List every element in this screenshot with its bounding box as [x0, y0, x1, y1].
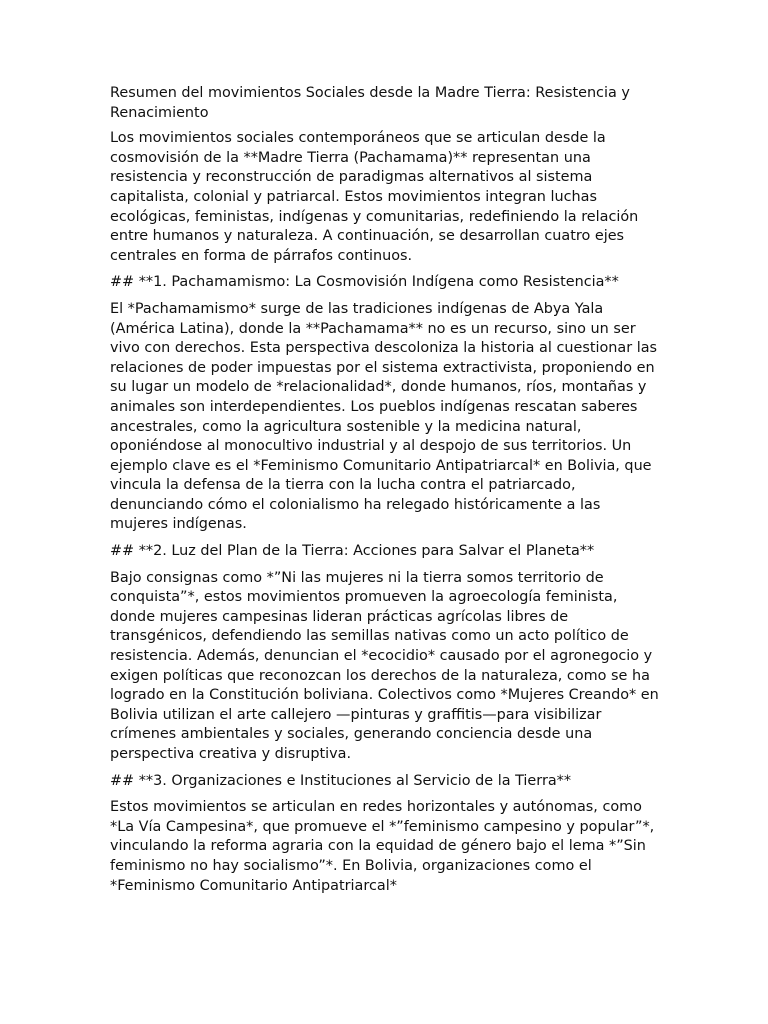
section-2-heading: ## **2. Luz del Plan de la Tierra: Acciones para Salvar el Planeta**	[110, 543, 595, 560]
section-2-body: Bajo consignas como *”Ni las mujeres ni la tierra somos territorio de conquista”*, estos movimientos promueven la agroecología feminista, donde mujeres campesinas lideran prácticas agrícolas libres de transgénicos, defendiendo las semillas nativas como un acto político de resistencia. Además, denuncian el *ecocidio* causado por el agronegocio y exigen políticas que reconozcan los derechos de la naturaleza, como se ha logrado en la Constitución boliviana. Colectivos como *Mujeres Creando* en Bolivia utilizan el arte callejero —pinturas y graffitis—para visibilizar crímenes ambientales y sociales, generando conciencia desde una perspectiva creativa y disruptiva.	[110, 569, 659, 762]
intro-paragraph: Los movimientos sociales contemporáneos que se articulan desde la cosmovisión de la **Madre Tierra (Pachamama)** representan una resistencia y reconstrucción de paradigmas alternativos al sistema capitalista, colonial y patriarcal. Estos movimientos integran luchas ecológicas, feministas, indígenas y comunitarias, redefiniendo la relación entre humanos y naturaleza. A continuación, se desarrollan cuatro ejes centrales en forma de párrafos continuos.	[110, 130, 639, 264]
section-1-body: El *Pachamamismo* surge de las tradiciones indígenas de Abya Yala (América Latina), donde la **Pachamama** no es un recurso, sino un ser vivo con derechos. Esta perspectiva descoloniza la historia al cuestionar las relaciones de poder impuestas por el sistema extractivista, proponiendo en su lugar un modelo de *relacionalidad*, donde humanos, ríos, montañas y animales son interdependientes. Los pueblos indígenas rescatan saberes ancestrales, como la agricultura sostenible y la medicina natural, oponiéndose al monocultivo industrial y al despojo de sus territorios. Un ejemplo clave es el *Feminismo Comunitario Antipatriarcal* en Bolivia, que vincula la defensa de la tierra con la lucha contra el patriarcado, denunciando cómo el colonialismo ha relegado históricamente a las mujeres indígenas.	[110, 300, 658, 533]
section-3-heading: ## **3. Organizaciones e Instituciones al Servicio de la Tierra**	[110, 772, 572, 789]
section-3-body: Estos movimientos se articulan en redes horizontales y autónomas, como *La Vía Campesina*, que promueve el *”feminismo campesino y popular”*, vinculando la reforma agraria con la equidad de género bajo el lema *”Sin feminismo no hay socialismo”*. En Bolivia, organizaciones como el *Feminismo Comunitario Antipatriarcal*	[110, 799, 655, 894]
section-1-heading: ## **1. Pachamamismo: La Cosmovisión Indígena como Resistencia**	[110, 274, 619, 291]
document-page	[110, 84, 662, 903]
document-title: Resumen del movimientos Sociales desde la Madre Tierra: Resistencia y Renacimiento	[110, 85, 630, 121]
